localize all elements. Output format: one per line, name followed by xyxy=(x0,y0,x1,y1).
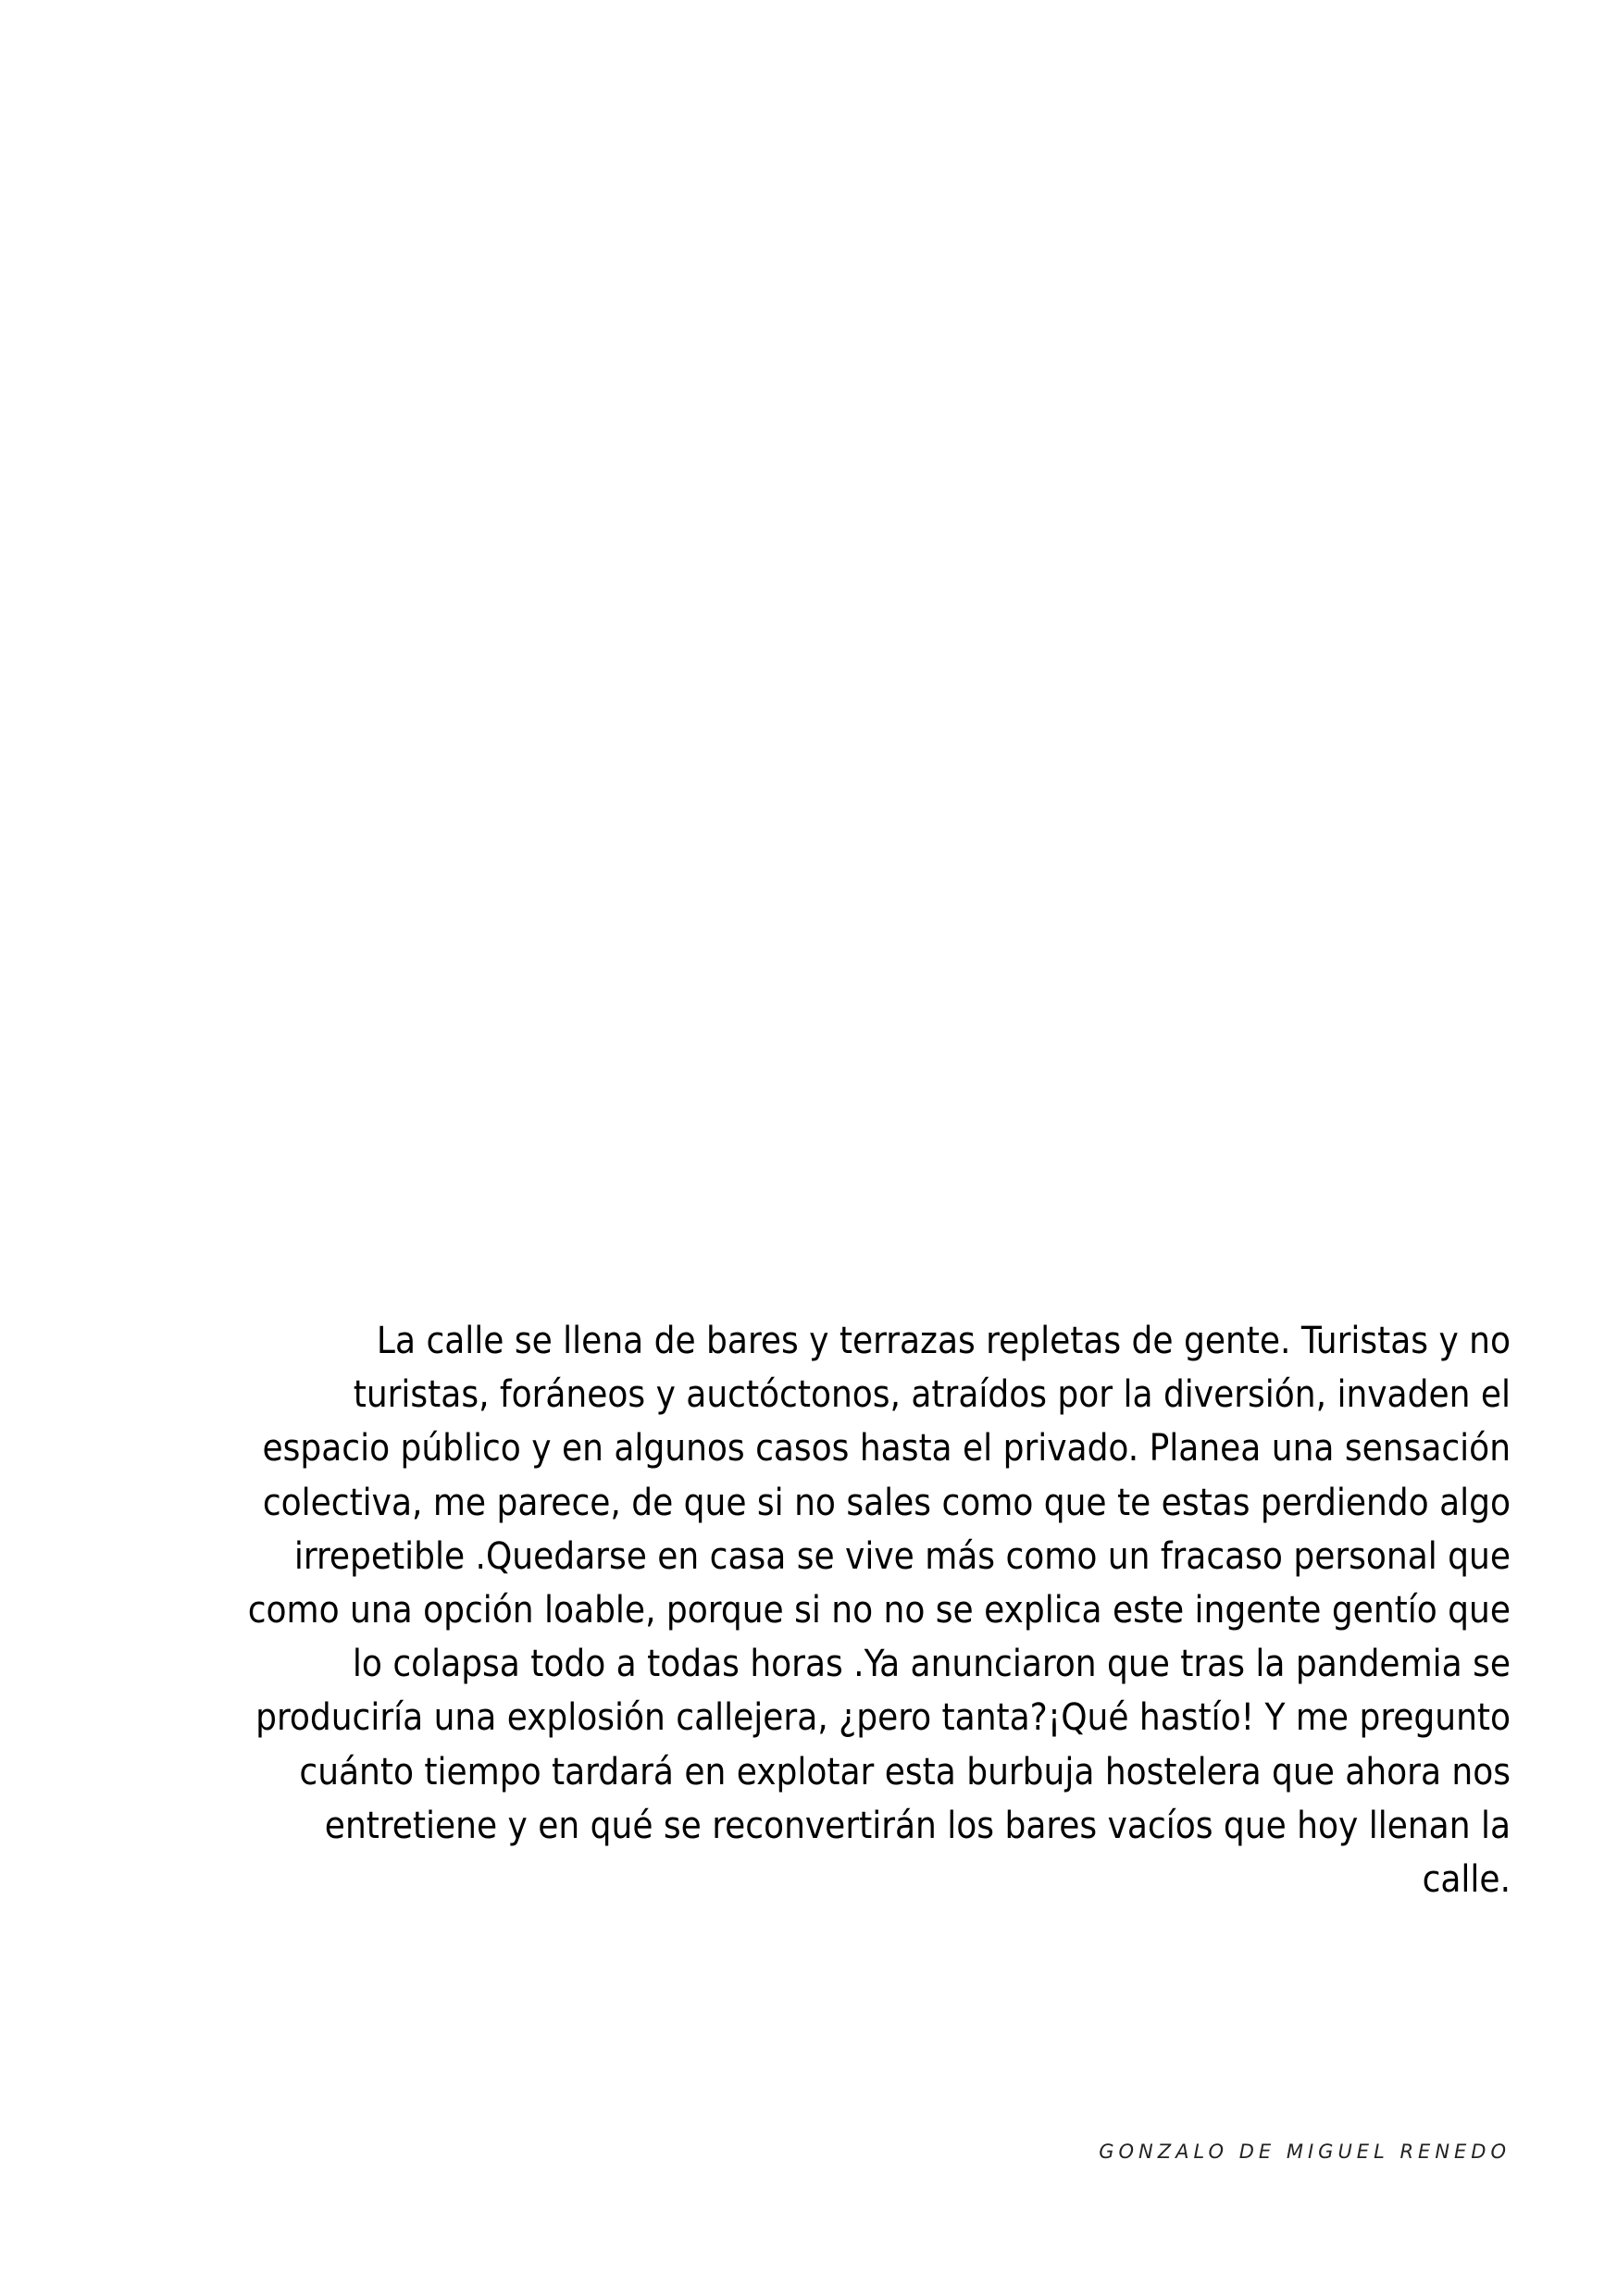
paragraph-line: produciría una explosión callejera, ¿pero tanta?¡Qué hastío! Y me pregunto xyxy=(255,1696,1511,1740)
article-paragraph xyxy=(178,1314,1511,1906)
paragraph-line: La calle se llena de bares y terrazas repletas de gente. Turistas y no xyxy=(376,1320,1511,1362)
paragraph-line: como una opción loable, porque si no no se explica este ingente gentío que xyxy=(247,1589,1511,1632)
author-signature: GONZALO DE MIGUEL RENEDO xyxy=(1099,2141,1511,2163)
paragraph-line: cuánto tiempo tardará en explotar esta burbuja hostelera que ahora nos xyxy=(299,1750,1511,1793)
paragraph-line: turistas, foráneos y auctóctonos, atraídos por la diversión, invaden el xyxy=(353,1373,1511,1417)
paragraph-line: colectiva, me parece, de que si no sales como que te estas perdiendo algo xyxy=(262,1481,1511,1524)
paragraph-line: espacio público y en algunos casos hasta el privado. Planea una sensación xyxy=(262,1427,1511,1471)
paragraph-line: irrepetible .Quedarse en casa se vive más como un fracaso personal que xyxy=(293,1534,1511,1578)
paragraph-line: calle. xyxy=(1422,1858,1511,1902)
paragraph-line: lo colapsa todo a todas horas .Ya anunciaron que tras la pandemia se xyxy=(352,1643,1511,1686)
paragraph-line: entretiene y en qué se reconvertirán los bares vacíos que hoy llenan la xyxy=(324,1804,1511,1847)
